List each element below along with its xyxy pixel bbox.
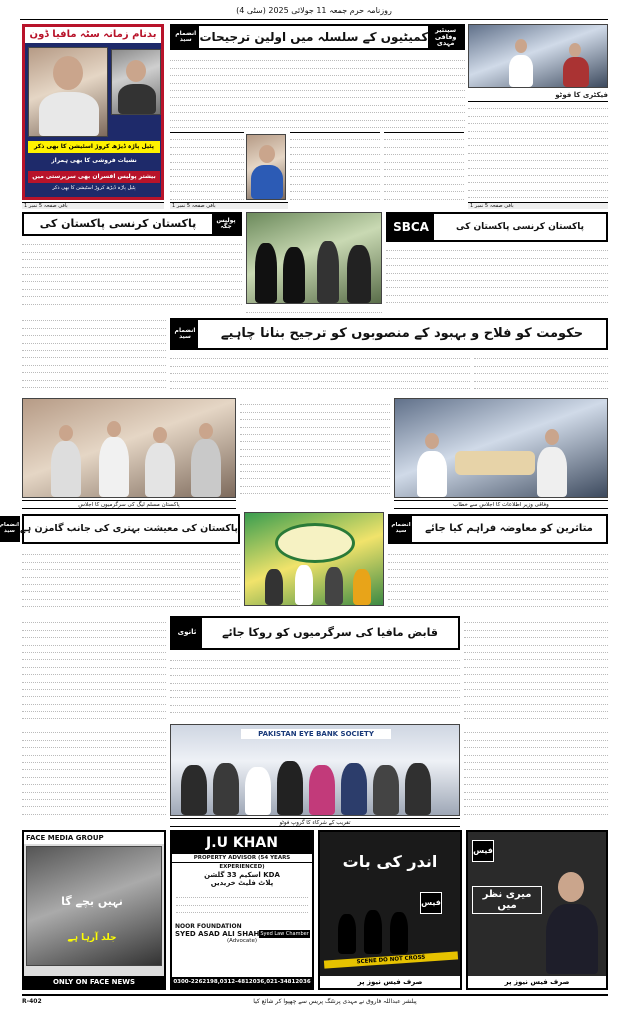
ad2-chamber: Syed Law Chamber: [260, 931, 309, 937]
top-story-body: [170, 54, 465, 130]
caption-2: وفاقی وزیر اطلاعات کا اجلاس سے خطاب: [394, 500, 608, 509]
more-link-1[interactable]: باقی صفحہ 5 نمبر 1: [22, 202, 164, 209]
row2-left-text: [22, 238, 242, 310]
left-feature-sub3: بیشتر پولیس افسران بھی سرپرستی میں: [28, 171, 160, 183]
row3-mid-text: [170, 352, 470, 394]
left-feature-photo: [28, 47, 108, 137]
hl2-headline: پاکستان کرنسی پاکستان کی: [39, 217, 197, 230]
event-photo: [244, 512, 384, 606]
ad2-phones: 0300-2262198,0312-4812036,021-34812036: [172, 977, 312, 988]
row2-mid-text: [246, 306, 382, 316]
ad-face-media[interactable]: [22, 830, 166, 990]
ad2-lawyer-title: (Advocate): [226, 938, 257, 944]
sbca-headline: پاکستان کرنسی پاکستان کی: [456, 222, 584, 232]
sbca-tag: SBCA: [388, 214, 434, 240]
row5-right-text: [464, 616, 608, 724]
ad2-org: NOOR FOUNDATION: [175, 923, 242, 930]
row4-right-text: [388, 548, 608, 612]
hl2-tag: پولیس جگہ: [212, 214, 240, 234]
top-headline-kicker: انضمام سید: [172, 26, 199, 48]
society-banner: PAKISTAN EYE BANK SOCIETY: [241, 729, 391, 739]
hl6-headline: قابض مافیا کی سرگرمیوں کو روکا جائے: [222, 626, 438, 639]
day: جمعہ: [329, 6, 348, 15]
ad-andar-ki-baat[interactable]: [318, 830, 462, 990]
ad3-tag: فیس: [420, 892, 442, 914]
top-headline: کمیٹیوں کے سلسلہ میں اولین ترجیحات: [199, 30, 429, 44]
paper-name: حرم: [349, 6, 365, 15]
group-photo: [170, 724, 460, 816]
hl5-tag: انضمام سید: [390, 516, 412, 542]
page-footer: [22, 994, 608, 1006]
hl5-headline: متاثرین کو معاوضہ فراہم کیا جائے: [425, 523, 593, 534]
ad3-title: اندر کی بات: [342, 852, 438, 871]
ad2-lawyer: SYED ASAD ALI SHAH: [175, 930, 260, 938]
left-feature-sub2: نشیات فروشی کا بھی ہمراز: [51, 157, 137, 164]
ad1-photo: [26, 846, 162, 966]
photo-mid-text: [240, 398, 390, 498]
ad1-footer: ONLY ON FACE NEWS: [24, 976, 164, 988]
row4-left-text: [22, 548, 240, 612]
portrait-photo: [246, 134, 286, 200]
ad4-title: میری نظر میں: [472, 886, 542, 914]
sbca-bar: [386, 212, 608, 242]
ad3-footer: صرف فیس نیوز پر: [320, 976, 460, 988]
row2-right-text: [386, 244, 608, 310]
meeting-photo-right: [394, 398, 608, 498]
top-right-photo: [468, 24, 608, 88]
ad2-line1: KDA اسکیم 33 گلشن: [204, 871, 280, 879]
ad1-slogan: نہیں بچے گا: [61, 895, 123, 908]
more-link-2[interactable]: باقی صفحہ 5 نمبر 1: [170, 202, 288, 209]
hl4-tag: انضمام سید: [0, 516, 20, 542]
year: 2025: [268, 6, 289, 15]
right-column-story: [468, 92, 608, 202]
meeting-photo-left: [22, 398, 236, 498]
ad2-line2: پلاٹ فلیٹ خریدیں: [210, 879, 274, 887]
caption-1: پاکستان مسلم لیگ کی سرگرمیوں کا اجلاس: [22, 500, 236, 509]
row6-right-text: [464, 726, 608, 822]
masthead: [20, 6, 608, 20]
more-link-3[interactable]: باقی صفحہ 5 نمبر 1: [468, 202, 608, 209]
middle-col-c: [384, 132, 464, 202]
ad2-name: J.U KHAN: [172, 832, 312, 854]
hl6-tag: ثانوی: [172, 618, 202, 648]
footer-code: R-402: [22, 997, 42, 1005]
protest-photo: [246, 212, 382, 304]
footer-text: پبلشر عبداللہ فاروق نے مہدی پرنٹنگ پریس سے چھپوا کر شائع کیا: [253, 997, 417, 1005]
left-feature-box: [22, 24, 164, 200]
top-headline-bar: [170, 24, 465, 50]
hl3-tag: انضمام سید: [172, 320, 198, 348]
top-headline-tag: سینئیر وفاقی مہدی: [428, 26, 463, 48]
right-column-title: فیکٹری کا فوٹو: [468, 92, 608, 102]
date: 11 جولائی: [291, 6, 327, 15]
hl4-headline: پاکستان کی معیشت بہتری کی جانب گامزن ہے: [20, 523, 238, 534]
ad2-role: PROPERTY ADVISOR (54 YEARS EXPERIENCED): [172, 854, 312, 863]
ad1-soon: جلد آرہا ہے: [67, 933, 117, 943]
left-feature-sub1: پٹیل پاڑہ ڈیڑھ کروڑ اسٹیشن کا بھی ذکر: [28, 141, 160, 153]
hl3-bar: [170, 318, 608, 350]
ad1-group: FACE MEDIA GROUP: [24, 832, 164, 844]
hl4-bar: [0, 514, 240, 544]
ad3-scene: SCENE DO NOT CROSS: [324, 951, 458, 968]
row5-left-text: [22, 616, 166, 724]
left-feature-title: بدنام زمانہ سٹہ مافیا ڈون: [25, 27, 161, 43]
paper-label: روزنامہ: [366, 6, 392, 15]
ad4-tag: فیس: [472, 840, 494, 862]
middle-col-a: [170, 132, 244, 202]
ad-ju-khan[interactable]: [170, 830, 314, 990]
middle-col-b: [290, 132, 380, 202]
left-feature-photo-2: [111, 49, 161, 115]
hl3-headline: حکومت کو فلاح و بہبود کے منصوبوں کو ترجیح بنانا چاہیے: [220, 326, 584, 341]
hl6-bar: [170, 616, 460, 650]
edition: (سٹی 4): [236, 6, 266, 15]
row3-left-text: [22, 314, 166, 394]
row5-mid-text: [170, 654, 460, 722]
hl2-bar: [22, 212, 242, 236]
left-feature-footer: پٹیل پاڑہ ڈیڑھ کروڑ اسٹیشن کا بھی ذکر: [52, 185, 136, 191]
caption-3: تقریب کے شرکاء کا گروپ فوٹو: [170, 818, 460, 827]
ad-meri-nazar-mein[interactable]: [466, 830, 608, 990]
row3-right-text: [474, 352, 608, 394]
ad4-footer: صرف فیس نیوز پر: [468, 976, 606, 988]
row6-left-text: [22, 726, 166, 822]
hl5-bar: [388, 514, 608, 544]
